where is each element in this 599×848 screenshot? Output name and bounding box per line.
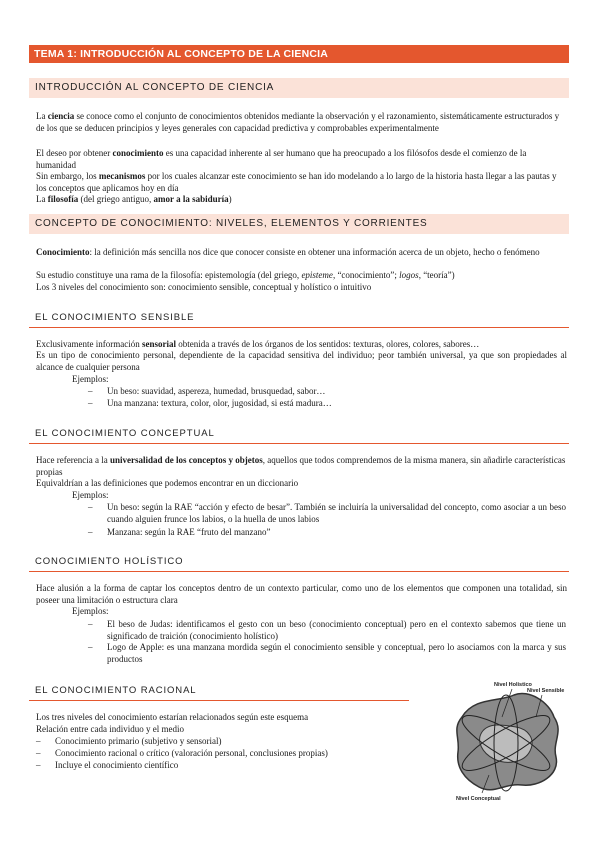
section-heading-text: CONCEPTO DE CONOCIMIENTO: NIVELES, ELEMENTOS Y CORRIENTES bbox=[35, 218, 428, 229]
paragraph: El deseo por obtener conocimiento es una capacidad inherente al ser humano que ha preocupado a los filósofos desde el comienzo de la humanidad bbox=[36, 148, 527, 170]
paragraph: Es un tipo de conocimiento personal, dependiente de la capacidad sensitiva del individuo; peor también universal, ya que son propiedades al alcance de cualquier persona bbox=[36, 350, 567, 372]
title-bar bbox=[29, 45, 569, 63]
list-item: – Conocimiento primario (subjetivo y sensorial) bbox=[36, 736, 222, 746]
paragraph: Conocimiento: la definición más sencilla nos dice que conocer consiste en obtener una información acerca de un objeto, hecho o fenómeno bbox=[36, 247, 540, 257]
paragraph: Hace alusión a la forma de captar los conceptos dentro de un contexto particular, como uno de los elementos que componen una totalidad, sin poseer una limitación o estructura clara bbox=[36, 583, 567, 605]
knowledge-levels-diagram bbox=[444, 677, 569, 802]
section-heading-text: EL CONOCIMIENTO RACIONAL bbox=[35, 685, 197, 696]
page-title: TEMA 1: INTRODUCCIÓN AL CONCEPTO DE LA CIENCIA bbox=[34, 48, 329, 60]
section-heading-conceptual bbox=[29, 425, 569, 444]
section-heading-racional bbox=[29, 682, 409, 701]
paragraph: Exclusivamente información sensorial obtenida a través de los órganos de los sentidos: texturas, olores, colores, sabores… bbox=[36, 339, 480, 349]
paragraph: La ciencia se conoce como el conjunto de conocimientos obtenidos mediante la observación y el razonamiento, sistemáticamente estructurados y de los que se deducen principios y leyes generales con capacidad predictiva y comprobables experimentalmente bbox=[36, 111, 560, 133]
section-heading-holistico bbox=[29, 553, 569, 572]
examples-label: Ejemplos: bbox=[72, 490, 109, 500]
section-heading-sensible bbox=[29, 309, 569, 328]
paragraph: La filosofía (del griego antiguo, amor a la sabiduría) bbox=[36, 194, 232, 204]
list-item: – Manzana: según la RAE “fruto del manzano” bbox=[88, 527, 271, 537]
label-sensible: Nivel Sensible bbox=[527, 688, 565, 694]
paragraph: Relación entre cada individuo y el medio bbox=[36, 724, 184, 734]
list-item: – Incluye el conocimiento científico bbox=[36, 760, 179, 770]
section-heading-text: EL CONOCIMIENTO SENSIBLE bbox=[35, 312, 195, 323]
list-item: – Conocimiento racional o crítico (valoración personal, conclusiones propias) bbox=[36, 748, 328, 758]
list-item: – Un beso: según la RAE “acción y efecto de besar”. También se incluiría la universalidad del concepto, como asociar a un beso cuando alguien frunce los labios, o la huella de unos labios bbox=[88, 502, 566, 524]
examples-label: Ejemplos: bbox=[72, 374, 109, 384]
paragraph: Los 3 niveles del conocimiento son: conocimiento sensible, conceptual y holístico o intuitivo bbox=[36, 282, 372, 292]
paragraph: Los tres niveles del conocimiento estarían relacionados según este esquema bbox=[36, 712, 309, 722]
section-heading-concepto bbox=[29, 214, 569, 234]
paragraph: Sin embargo, los mecanismos por los cuales alcanzar este conocimiento se han ido modelando a lo largo de la historia hasta llegar a las pautas y los conceptos que aplicamos hoy en día bbox=[36, 171, 557, 193]
list-item: – El beso de Judas: identificamos el gesto con un beso (conocimiento conceptual) pero en el contexto sabemos que tiene un significado de traición (conocimiento holístico) bbox=[88, 619, 566, 641]
list-item: – Un beso: suavidad, aspereza, humedad, brusquedad, sabor… bbox=[88, 386, 326, 396]
examples-label: Ejemplos: bbox=[72, 606, 109, 616]
section-heading-text: CONOCIMIENTO HOLÍSTICO bbox=[35, 556, 184, 567]
paragraph: Equivaldrían a las definiciones que podemos encontrar en un diccionario bbox=[36, 478, 299, 488]
label-holistico: Nivel Holístico bbox=[494, 682, 532, 688]
paragraph: Su estudio constituye una rama de la filosofía: epistemología (del griego, episteme, “conocimiento”; logos, “teoría”) bbox=[36, 270, 455, 280]
list-item: – Logo de Apple: es una manzana mordida según el conocimiento sensible y conceptual, pero lo asociamos con la marca y sus productos bbox=[88, 642, 566, 664]
section-heading-text: INTRODUCCIÓN AL CONCEPTO DE CIENCIA bbox=[35, 82, 275, 93]
label-conceptual: Nivel Conceptual bbox=[456, 796, 501, 802]
paragraph: Hace referencia a la universalidad de los conceptos y objetos, aquellos que todos comprendemos de la misma manera, sin añadirle características propias bbox=[36, 455, 566, 477]
list-item: – Una manzana: textura, color, olor, jugosidad, si está madura… bbox=[88, 398, 332, 408]
section-heading-intro bbox=[29, 78, 569, 98]
section-heading-text: EL CONOCIMIENTO CONCEPTUAL bbox=[35, 428, 215, 439]
